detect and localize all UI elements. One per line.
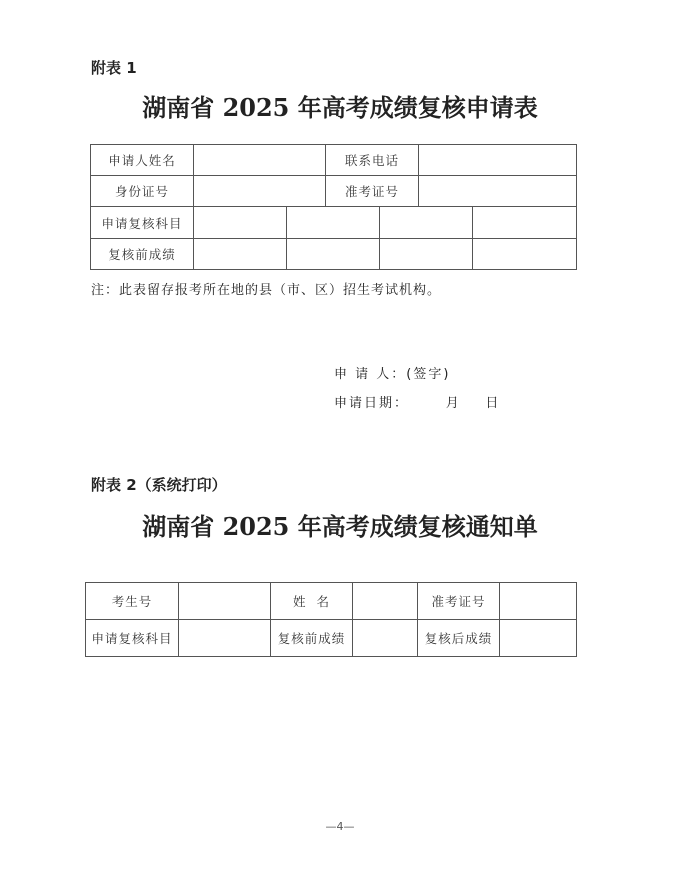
subjects-label: 申请复核科目 (86, 620, 179, 657)
score-after-label: 复核后成绩 (418, 620, 500, 657)
student-no-label: 考生号 (86, 583, 179, 620)
subject-field[interactable] (287, 207, 380, 239)
subjects-field (179, 620, 271, 657)
exam-id-label: 准考证号 (326, 176, 419, 207)
notice-title: 湖南省 2025 年高考成绩复核通知单 (142, 512, 538, 541)
score-field[interactable] (194, 239, 287, 270)
applicant-name-field[interactable] (194, 145, 326, 176)
id-number-field[interactable] (194, 176, 326, 207)
score-after-field (500, 620, 577, 657)
score-field[interactable] (380, 239, 473, 270)
application-table (90, 144, 577, 270)
phone-label: 联系电话 (326, 145, 419, 176)
student-no-field (179, 583, 271, 620)
appendix-1-label: 附表 1 (91, 59, 137, 77)
exam-id-label: 准考证号 (418, 583, 500, 620)
name-label: 姓 名 (271, 583, 353, 620)
score-field[interactable] (473, 239, 577, 270)
subject-field[interactable] (473, 207, 577, 239)
applicant-name-label: 申请人姓名 (91, 145, 194, 176)
name-field (353, 583, 418, 620)
exam-id-field (500, 583, 577, 620)
subjects-label: 申请复核科目 (91, 207, 194, 239)
score-before-field (353, 620, 418, 657)
exam-id-field[interactable] (419, 176, 577, 207)
id-number-label: 身份证号 (91, 176, 194, 207)
score-before-label: 复核前成绩 (271, 620, 353, 657)
application-date-line: 申请日期： 月 日 (334, 396, 501, 411)
subject-field[interactable] (380, 207, 473, 239)
page-number: —4— (325, 820, 355, 833)
score-field[interactable] (287, 239, 380, 270)
notice-table (85, 582, 577, 657)
applicant-signature-line: 申 请 人：(签字) (334, 367, 451, 382)
score-before-label: 复核前成绩 (91, 239, 194, 270)
application-form-title: 湖南省 2025 年高考成绩复核申请表 (142, 93, 538, 122)
subject-field[interactable] (194, 207, 287, 239)
phone-field[interactable] (419, 145, 577, 176)
form-note: 注：此表留存报考所在地的县（市、区）招生考试机构。 (91, 283, 442, 298)
appendix-2-label: 附表 2（系统打印） (91, 476, 227, 494)
